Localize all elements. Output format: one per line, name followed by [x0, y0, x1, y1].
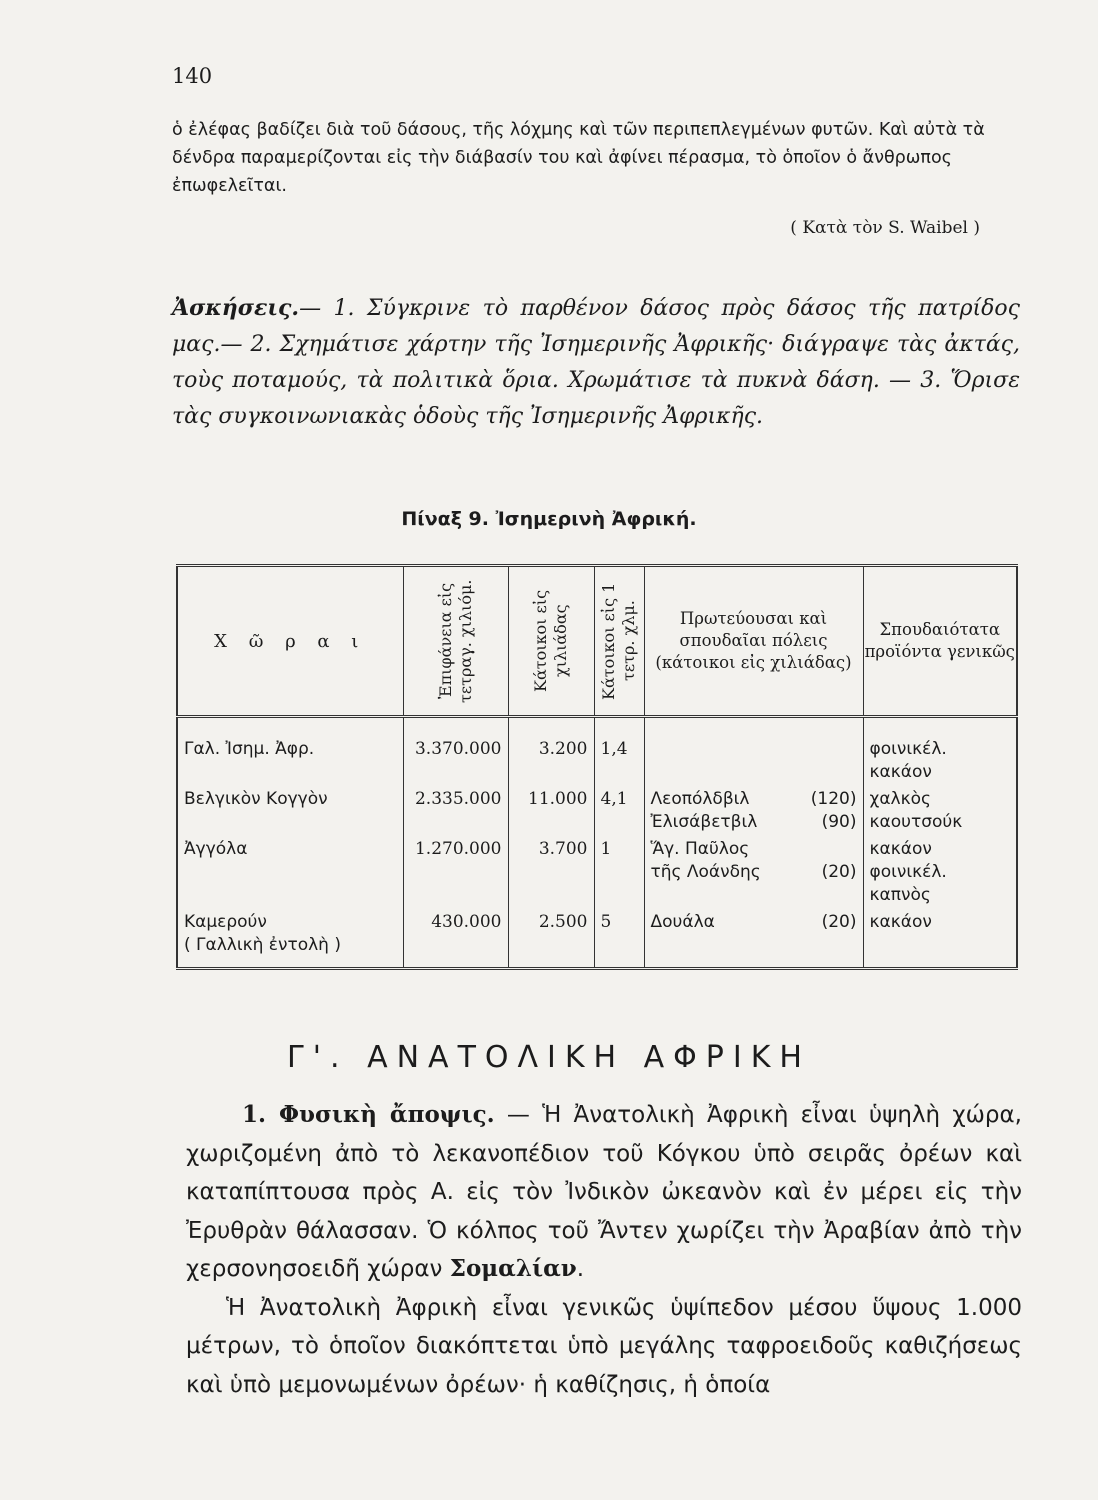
products-cell: φοινικέλ. κακάον — [863, 717, 1017, 787]
header-area: Ἐπιφάνεια εἰς τετραγ. χιλιόμ. — [403, 566, 508, 717]
body-text — [186, 1096, 1022, 1404]
area-cell: 2.335.000 — [403, 786, 508, 836]
cities-cell — [644, 717, 863, 787]
table-row — [177, 836, 1017, 909]
body-paragraph-1 — [186, 1096, 1022, 1289]
area-cell: 1.270.000 — [403, 836, 508, 909]
intro-text: ὁ ἐλέφας βαδίζει διὰ τοῦ δάσους, τῆς λόχμης καὶ τῶν περιπεπλεγμένων φυτῶν. Καὶ αὐτὰ τὰ δένδρα παραμερίζονται εἰς τὴν διάβασίν του καὶ ἀφίνει πέρασμα, τὸ ὁποῖον ὁ ἄνθρωπος ἐπωφελεῖται. — [172, 120, 985, 196]
table-title: Πίναξ 9. Ἰσημερινὴ Ἀφρική. — [401, 508, 697, 530]
p1-end: . — [576, 1256, 585, 1282]
section-heading: Γ'. ΑΝΑΤΟΛΙΚΗ ΑΦΡΙΚΗ — [287, 1040, 811, 1075]
cities-cell — [644, 836, 863, 909]
population-cell: 3.200 — [508, 717, 594, 787]
density-cell: 1 — [594, 836, 644, 909]
country-cell: Γαλ. Ἰσημ. Ἀφρ. — [177, 717, 403, 787]
area-cell: 3.370.000 — [403, 717, 508, 787]
city-entry: τῆς Λοάνδης (20) — [650, 862, 857, 882]
africa-table — [176, 564, 1018, 970]
table-row — [177, 909, 1017, 969]
header-products: Σπουδαιότατα προϊόντα γενικῶς — [863, 566, 1017, 717]
p1-text: — Ἡ Ἀνατολικὴ Ἀφρικὴ εἶναι ὑψηλὴ χώρα, χωριζομένη ἀπὸ τὸ λεκανοπέδιον τοῦ Κόγκου ὑπὸ σειρᾶς ὀρέων καὶ καταπίπτουσα πρὸς Α. εἰς τὸν Ἰνδικὸν ὠκεανὸν καὶ ἐν μέρει εἰς τὴν Ἐρυθρὰν θάλασσαν. Ὁ κόλπος τοῦ Ἄντεν χωρίζει τὴν Ἀραβίαν ἀπὸ τὴν χερσονησοειδῆ χώραν — [186, 1102, 1022, 1282]
city-entry: Δουάλα (20) — [650, 912, 857, 932]
p1-strong: Σομαλίαν — [449, 1255, 577, 1282]
density-cell: 4,1 — [594, 786, 644, 836]
page-number: 140 — [172, 64, 213, 88]
products-cell: κακάον — [863, 909, 1017, 969]
population-cell: 2.500 — [508, 909, 594, 969]
city-entry: Ἅγ. Παῦλος — [650, 839, 750, 859]
cities-cell — [644, 909, 863, 969]
country-cell: Ἀγγόλα — [177, 836, 403, 909]
city-entry: Ἐλισάβετβιλ (90) — [650, 812, 857, 832]
cities-cell — [644, 786, 863, 836]
header-density: Κάτοικοι εἰς 1 τετρ. χλμ. — [594, 566, 644, 717]
table-row — [177, 717, 1017, 787]
products-cell: χαλκὸς καουτσούκ — [863, 786, 1017, 836]
country-cell: Καμερούν ( Γαλλικὴ ἐντολὴ ) — [177, 909, 403, 969]
subheading: 1. Φυσικὴ ἄποψις. — [242, 1101, 495, 1128]
intro-paragraph — [172, 116, 1020, 200]
table-row — [177, 786, 1017, 836]
density-cell: 1,4 — [594, 717, 644, 787]
country-cell: Βελγικὸν Κογγὸν — [177, 786, 403, 836]
exercises-lead: Ἀσκήσεις. — [172, 295, 300, 321]
header-countries: Χ ῶ ρ α ι — [177, 566, 403, 717]
table-header-row — [177, 566, 1017, 717]
population-cell: 3.700 — [508, 836, 594, 909]
attribution: ( Κατὰ τὸν S. Waibel ) — [790, 218, 980, 238]
exercises-text: — 1. Σύγκρινε τὸ παρθένον δάσος πρὸς δάσος τῆς πατρίδος μας.— 2. Σχημάτισε χάρτην τῆς Ἰσημερινῆς Ἀφρικῆς· διάγραψε τὰς ἀκτάς, τοὺς ποταμούς, τὰ πολιτικὰ ὅρια. Χρωμάτισε τὰ πυκνὰ δάση. — 3. Ὅρισε τὰς συγκοινωνιακὰς ὁδοὺς τῆς Ἰσημερινῆς Ἀφρικῆς. — [172, 296, 1020, 429]
header-cities: Πρωτεύουσαι καὶ σπουδαῖαι πόλεις (κάτοικοι εἰς χιλιάδας) — [644, 566, 863, 717]
body-paragraph-2: Ἡ Ἀνατολικὴ Ἀφρικὴ εἶναι γενικῶς ὑψίπεδον μέσου ὕψους 1.000 μέτρων, τὸ ὁποῖον διακόπτεται ὑπὸ μεγάλης ταφροειδοῦς καθιζήσεως καὶ ὑπὸ μεμονωμένων ὀρέων· ἡ καθίζησις, ἡ ὁποία — [186, 1294, 1022, 1398]
area-cell: 430.000 — [403, 909, 508, 969]
header-population: Κάτοικοι εἰς χιλιάδας — [508, 566, 594, 717]
city-entry: Λεοπόλδβιλ (120) — [650, 789, 857, 809]
population-cell: 11.000 — [508, 786, 594, 836]
density-cell: 5 — [594, 909, 644, 969]
exercises — [172, 290, 1020, 435]
products-cell: κακάον φοινικέλ. καπνὸς — [863, 836, 1017, 909]
